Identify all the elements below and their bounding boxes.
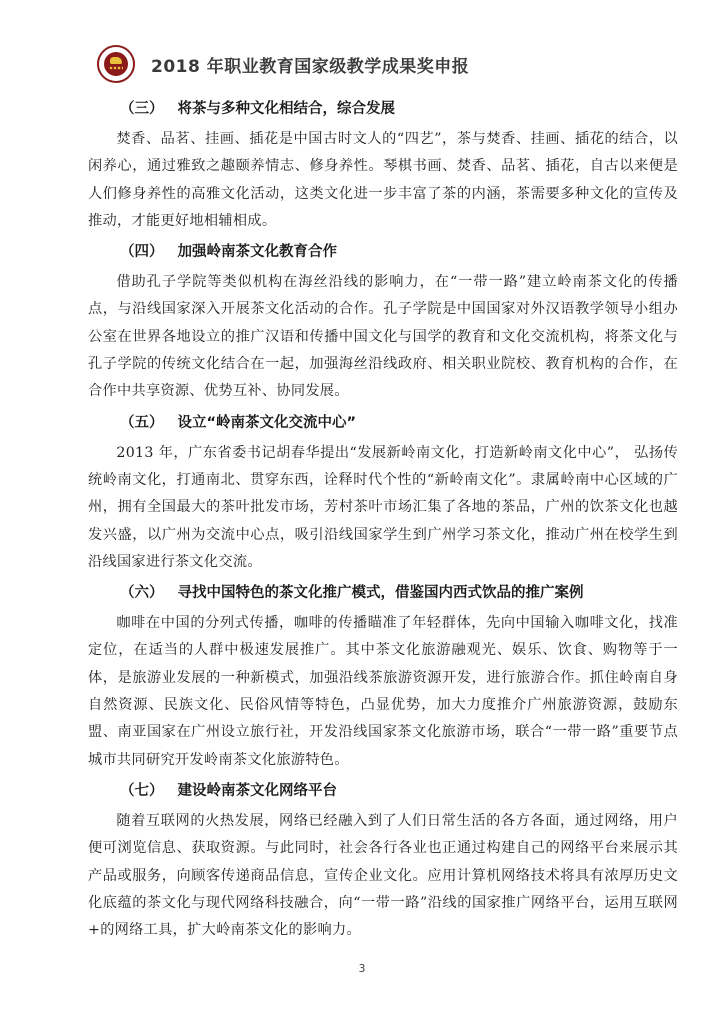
section-number: （六） — [120, 585, 164, 602]
section-title: 将茶与多种文化相结合，综合发展 — [177, 101, 395, 117]
section-paragraph: 借助孔子学院等类似机构在海丝沿线的影响力，在“一带一路”建立岭南茶文化的传播点，与沿线国家深入开展茶文化活动的合作。孔子学院是中国国家对外汉语教学领导小组办公室在世界各地设立的推广汉语和传播中国文化与国学的教育和文化交流机构，将茶文化与孔子学院的传统文化结合在一起，加强海丝沿线政府、相关职业院校、教育机构的合作，在合作中共享资源、优势互补、协同发展。 — [88, 274, 678, 400]
section-paragraph: 2013 年，广东省委书记胡春华提出“发展新岭南文化，打造新岭南文化中心”， 弘扬传统岭南文化，打通南北、贯穿东西，诠释时代个性的“新岭南文化”。隶属岭南中心区域的广州，拥有全国最大的茶叶批发市场，芳村茶叶市场汇集了各地的茶品，广州的饮茶文化也越发兴盛，以广州为交流中心点，吸引沿线国家学生到广州学习茶文化，推动广州在校学生到沿线国家进行茶文化交流。 — [88, 444, 678, 570]
section-heading — [88, 774, 678, 808]
section-number: （三） — [120, 101, 164, 117]
section-heading — [88, 92, 678, 126]
section-heading — [88, 235, 678, 269]
page-number: 3 — [358, 962, 366, 975]
header-title: 2018 年职业教育国家级教学成果奖申报 — [151, 56, 470, 77]
section-5 — [88, 406, 678, 576]
section-paragraph: 随着互联网的火热发展，网络已经融入到了人们日常生活的各方各面，通过网络，用户便可浏览信息、获取资源。与此同时，社会各行各业也正通过构建自己的网络平台来展示其产品或服务，向顾客传递商品信息，宣传企业文化。应用计算机网络技术将具有浓厚历史文化底蕴的茶文化与现代网络科技融合，向“一带一路”沿线的国家推广网络平台，运用互联网+的网络工具，扩大岭南茶文化的影响力。 — [88, 812, 678, 939]
page-header — [97, 44, 469, 84]
section-title: 加强岭南茶文化教育合作 — [177, 244, 337, 261]
section-number: （四） — [120, 244, 164, 261]
section-title: 建设岭南茶文化网络平台 — [177, 782, 337, 799]
section-number: （七） — [120, 782, 164, 799]
section-6 — [88, 576, 678, 774]
section-number: （五） — [120, 414, 164, 431]
section-paragraph: 焚香、品茗、挂画、插花是中国古时文人的“四艺”，茶与焚香、挂画、插花的结合，以闲养心，通过雅致之趣颐养情志、修身养性。琴棋书画、焚香、品茗、插花，自古以来便是人们修身养性的高雅文化活动，这类文化进一步丰富了茶的内涵，茶需要多种文化的宣传及推动，才能更好地相辅相成。 — [88, 131, 678, 229]
section-heading — [88, 576, 678, 610]
section-3 — [88, 92, 678, 235]
section-heading — [88, 406, 678, 440]
section-7 — [88, 774, 678, 944]
section-4 — [88, 235, 678, 405]
document-body — [88, 92, 678, 944]
section-paragraph: 咖啡在中国的分列式传播，咖啡的传播瞄准了年轻群体，先向中国输入咖啡文化，找准定位，在适当的人群中极速发展推广。其中茶文化旅游融观光、娱乐、饮食、购物等于一体，是旅游业发展的一种新模式，加强沿线茶旅游资源开发，进行旅游合作。抓住岭南自身自然资源、民族文化、民俗风情等特色，凸显优势，加大力度推介广州旅游资源，鼓励东盟、南亚国家在广州设立旅行社，开发沿线国家茶文化旅游市场，联合“一带一路”重要节点城市共同研究开发岭南茶文化旅游特色。 — [88, 615, 678, 768]
section-title: 设立“岭南茶文化交流中心” — [177, 414, 357, 431]
school-emblem-icon — [97, 45, 135, 83]
section-title: 寻找中国特色的茶文化推广模式，借鉴国内西式饮品的推广案例 — [177, 585, 584, 602]
